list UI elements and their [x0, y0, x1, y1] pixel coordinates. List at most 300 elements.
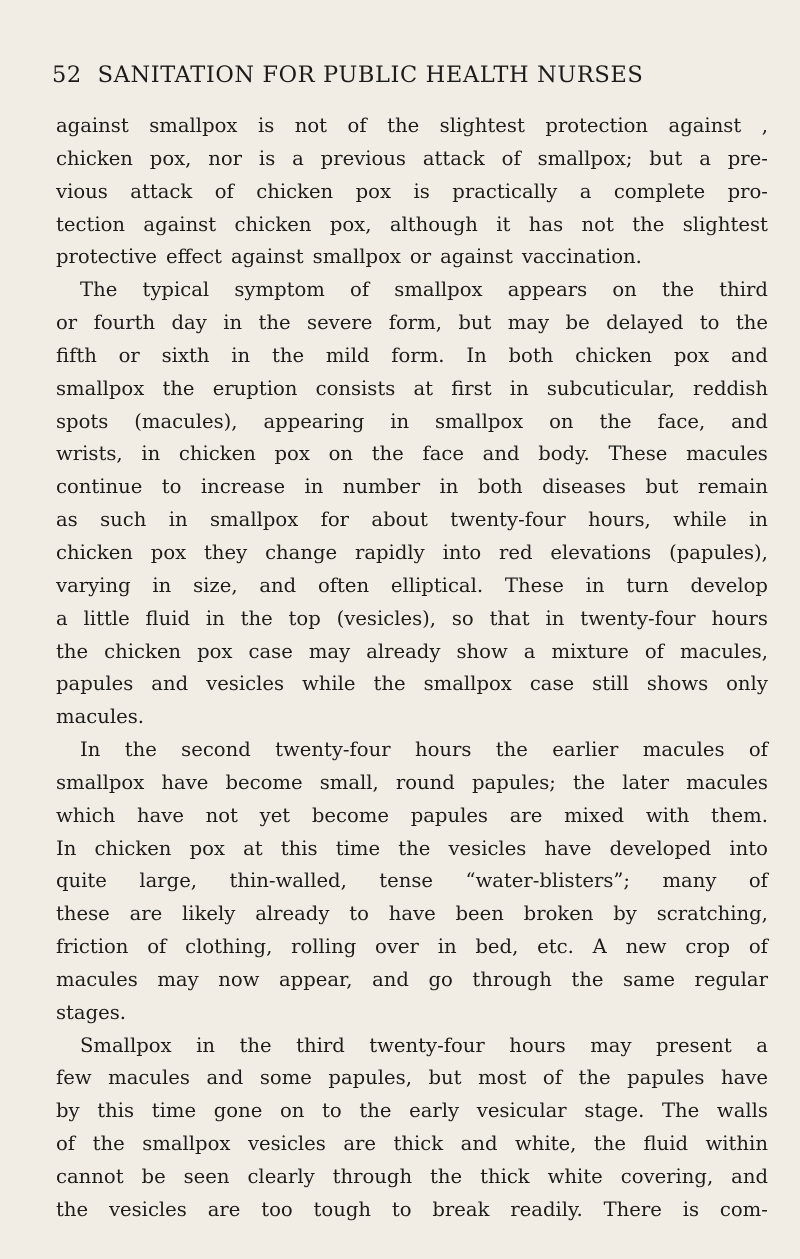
word: in — [205, 606, 225, 630]
word: yet — [259, 803, 291, 827]
word: in — [152, 573, 172, 597]
word: pre- — [727, 146, 768, 170]
text-line — [56, 110, 768, 143]
word: on — [612, 278, 637, 302]
word: fluid — [145, 606, 191, 630]
word: same — [623, 967, 675, 991]
word: the — [359, 1099, 392, 1123]
word: smallpox — [142, 1132, 231, 1156]
word: readily. — [510, 1197, 583, 1221]
word: already — [366, 639, 441, 663]
word: protection — [545, 114, 649, 137]
word: the — [387, 114, 420, 137]
word: to — [322, 1099, 342, 1123]
word: of — [147, 935, 167, 959]
word: through — [332, 1165, 413, 1188]
text-line — [56, 1030, 768, 1063]
word: the — [495, 738, 528, 762]
word: in — [231, 343, 251, 367]
word: may — [507, 311, 550, 335]
word: the — [398, 836, 431, 860]
word: and — [151, 672, 189, 696]
word: in — [437, 935, 457, 959]
word: twenty-four — [275, 738, 391, 762]
word: pox — [274, 442, 310, 466]
word: covering, — [620, 1165, 714, 1188]
word: become — [311, 803, 389, 827]
word: severe — [307, 311, 373, 335]
word: rolling — [291, 935, 357, 959]
word: both — [508, 343, 554, 367]
word: tough — [313, 1197, 371, 1221]
word: There — [603, 1197, 662, 1221]
word: varying — [56, 573, 131, 597]
text-line — [56, 865, 768, 898]
word: a — [579, 179, 592, 203]
word: still — [592, 672, 629, 696]
word: face, — [657, 409, 706, 433]
word: many — [662, 869, 717, 893]
word: have — [136, 803, 184, 827]
word: smallpox — [394, 278, 483, 302]
word: third — [719, 278, 768, 302]
word: chicken — [575, 343, 653, 367]
word: the — [430, 1165, 463, 1188]
word: the — [571, 967, 604, 991]
word: go — [428, 967, 453, 991]
text-line — [56, 1161, 768, 1194]
word: pox, — [329, 212, 372, 236]
text-line — [56, 1128, 768, 1161]
word: not — [294, 114, 328, 137]
word: scratching, — [656, 902, 768, 926]
word: so — [451, 606, 474, 630]
word: appearing — [263, 409, 365, 433]
word: develop — [690, 573, 768, 597]
word: attack — [130, 179, 193, 203]
word: break — [432, 1197, 490, 1221]
word: slightest — [682, 212, 768, 236]
word: in — [168, 508, 188, 532]
word: are — [509, 803, 543, 827]
word: a — [699, 146, 711, 170]
word: have — [544, 836, 592, 860]
word: vious — [56, 179, 108, 203]
word: developed — [609, 836, 712, 860]
word: may — [157, 967, 199, 991]
word: previous — [320, 146, 406, 170]
word: while — [302, 672, 356, 696]
word: and — [482, 442, 520, 466]
word: turn — [626, 573, 669, 597]
word: rapidly — [354, 540, 425, 564]
word: symptom — [234, 278, 325, 302]
word: of — [347, 114, 367, 137]
word: the — [239, 1033, 272, 1057]
text-line — [56, 636, 768, 669]
word: top — [288, 606, 321, 630]
word: vesicular — [476, 1099, 567, 1123]
word: fourth — [93, 311, 156, 335]
text-line — [56, 668, 768, 701]
word: complete — [613, 179, 706, 203]
word: that — [489, 606, 530, 630]
text-line — [56, 767, 768, 800]
word: mixed — [564, 803, 625, 827]
word: the — [632, 212, 665, 236]
word: within — [705, 1132, 768, 1156]
word: tense — [379, 869, 434, 893]
word: consists — [315, 376, 396, 400]
word: slightest — [439, 114, 525, 137]
word: for — [320, 508, 350, 532]
text-line — [56, 964, 768, 997]
text-line — [56, 570, 768, 603]
word: by — [56, 1099, 80, 1123]
word: smallpox — [312, 245, 401, 269]
word: or — [56, 311, 78, 335]
word: macules, — [679, 639, 768, 663]
word: thick — [393, 1132, 444, 1156]
word: only — [726, 672, 768, 696]
word: and — [731, 409, 768, 433]
word: The — [661, 1099, 700, 1123]
word: form, — [388, 311, 442, 335]
word: The — [80, 278, 118, 302]
word: pox — [355, 179, 392, 203]
word: some — [259, 1066, 312, 1090]
word: is — [257, 114, 275, 137]
word: bed, — [475, 935, 519, 959]
word: against — [440, 245, 513, 269]
word: it — [496, 212, 511, 236]
word: is — [413, 179, 430, 203]
word: now — [218, 967, 260, 991]
word: second — [181, 738, 251, 762]
word: twenty-four — [450, 508, 566, 532]
word: time — [151, 1099, 197, 1123]
word: face — [422, 442, 464, 466]
word: smallpox; — [537, 146, 633, 170]
word: chicken — [256, 179, 334, 203]
word: form. — [391, 343, 445, 367]
word: eruption — [212, 376, 298, 400]
word: few — [56, 1066, 92, 1090]
word: walls — [716, 1099, 768, 1123]
word: but — [649, 146, 683, 170]
word: has — [528, 212, 564, 236]
word: Smallpox — [80, 1033, 172, 1057]
word: the — [735, 311, 768, 335]
word: spots — [56, 409, 109, 433]
word: the — [56, 639, 89, 663]
word: (vesicles), — [336, 606, 437, 630]
word: little — [83, 606, 130, 630]
word: wrists, — [56, 442, 123, 466]
word: likely — [182, 902, 236, 926]
text-line — [56, 1062, 768, 1095]
word: against — [668, 114, 742, 137]
word: the — [373, 672, 406, 696]
text-line — [56, 307, 768, 340]
word: regular — [694, 967, 768, 991]
text-line — [56, 537, 768, 570]
word: remain — [697, 475, 768, 499]
text-line — [56, 438, 768, 471]
word: reddish — [693, 376, 768, 400]
word: small, — [319, 770, 379, 794]
word: These — [608, 442, 668, 466]
text-line — [56, 833, 768, 866]
word: A — [592, 935, 607, 959]
word: them. — [711, 803, 768, 827]
word: the — [662, 278, 695, 302]
word: too — [261, 1197, 293, 1221]
word: clearly — [247, 1165, 315, 1188]
word: in — [439, 475, 459, 499]
word: to — [349, 902, 369, 926]
word: practically — [452, 179, 558, 203]
word: on — [279, 1099, 305, 1123]
word: attack — [422, 146, 485, 170]
word: or — [118, 343, 140, 367]
word: of — [644, 639, 664, 663]
word: “water-blisters”; — [465, 869, 631, 893]
word: elevations — [550, 540, 652, 564]
word: while — [673, 508, 727, 532]
word: which — [56, 803, 116, 827]
word: is — [682, 1197, 700, 1221]
word: etc. — [537, 935, 574, 959]
word: early — [409, 1099, 460, 1123]
word: macules — [642, 738, 725, 762]
word: on — [328, 442, 353, 466]
text-line — [56, 701, 768, 734]
word: of — [214, 179, 234, 203]
word: clothing, — [185, 935, 273, 959]
word: pox — [673, 343, 710, 367]
word: change — [265, 540, 338, 564]
word: the — [578, 1066, 611, 1090]
running-head — [52, 56, 752, 94]
word: stage. — [584, 1099, 645, 1123]
word: third — [296, 1033, 345, 1057]
word: a — [523, 639, 536, 663]
word: be — [141, 1165, 166, 1188]
word: become — [225, 770, 303, 794]
word: but — [645, 475, 679, 499]
text-line — [56, 340, 768, 373]
word: fifth — [56, 343, 97, 367]
word: round — [395, 770, 455, 794]
word: in — [196, 1033, 215, 1057]
word: twenty-four — [580, 606, 696, 630]
word: hours — [414, 738, 472, 762]
word: seen — [183, 1165, 230, 1188]
word: in — [304, 475, 324, 499]
word: a — [756, 1033, 768, 1057]
word: (papules), — [669, 540, 768, 564]
word: gone — [213, 1099, 263, 1123]
word: may — [308, 639, 351, 663]
text-line — [56, 504, 768, 537]
word: later — [622, 770, 670, 794]
word: increase — [200, 475, 286, 499]
word: time — [335, 836, 381, 860]
word: of — [748, 935, 768, 959]
word: friction — [56, 935, 129, 959]
text-line — [56, 898, 768, 931]
word: or — [409, 245, 432, 269]
word: at — [413, 376, 434, 400]
word: the — [258, 311, 291, 335]
word: sixth — [161, 343, 210, 367]
word: the — [573, 770, 606, 794]
word: chicken — [56, 540, 133, 564]
word: These — [504, 573, 564, 597]
word: red — [499, 540, 533, 564]
word: of — [501, 146, 521, 170]
word: with — [645, 803, 690, 827]
word: first — [451, 376, 492, 400]
word: In — [80, 738, 101, 762]
word: against — [56, 114, 129, 137]
text-line — [56, 603, 768, 636]
word: papules — [56, 672, 134, 696]
word: to — [391, 1197, 412, 1221]
word: are — [129, 902, 163, 926]
word: already — [255, 902, 330, 926]
word: in — [141, 442, 161, 466]
word: and — [731, 343, 768, 367]
word: (macules), — [134, 409, 238, 433]
word: earlier — [552, 738, 619, 762]
word: vesicles — [108, 1197, 187, 1221]
text-line — [56, 997, 768, 1030]
body-text — [56, 110, 768, 1227]
word: as — [56, 508, 78, 532]
text-line — [56, 209, 768, 242]
word: the — [599, 409, 632, 433]
word: hours, — [588, 508, 651, 532]
word: against — [143, 212, 217, 236]
word: day — [171, 311, 207, 335]
word: the — [162, 376, 195, 400]
word: pox, — [149, 146, 192, 170]
word: at — [243, 836, 263, 860]
word: but — [458, 311, 492, 335]
word: effect — [165, 245, 222, 269]
word: typical — [142, 278, 210, 302]
word: often — [317, 573, 370, 597]
word: they — [204, 540, 248, 564]
word: cannot — [56, 1165, 124, 1188]
word: pox — [189, 836, 225, 860]
word: the — [56, 1197, 89, 1221]
word: pox — [150, 540, 187, 564]
word: macules. — [56, 705, 144, 729]
text-line — [56, 373, 768, 406]
word: and — [731, 1165, 768, 1188]
word: of — [350, 278, 370, 302]
word: vesicles — [206, 672, 285, 696]
word: diseases — [542, 475, 626, 499]
word: in — [749, 508, 768, 532]
word: are — [207, 1197, 241, 1221]
word: elliptical. — [390, 573, 484, 597]
word: chicken — [178, 442, 256, 466]
word: to — [161, 475, 182, 499]
word: of — [56, 1132, 76, 1156]
word: this — [97, 1099, 135, 1123]
word: the — [124, 738, 157, 762]
word: smallpox — [210, 508, 299, 532]
text-line — [56, 1095, 768, 1128]
word: macules — [686, 442, 768, 466]
word: chicken — [104, 639, 182, 663]
word: present — [656, 1033, 732, 1057]
word: chicken — [94, 836, 172, 860]
word: chicken — [234, 212, 312, 236]
word: although — [389, 212, 478, 236]
word: may — [590, 1033, 632, 1057]
word: into — [729, 836, 768, 860]
word: smallpox — [56, 376, 145, 400]
word: protective — [56, 245, 157, 269]
word: mixture — [551, 639, 629, 663]
word: vesicles — [247, 1132, 326, 1156]
word: this — [280, 836, 318, 860]
word: is — [258, 146, 276, 170]
word: case — [248, 639, 293, 663]
word: appears — [507, 278, 588, 302]
word: macules — [686, 770, 768, 794]
word: broken — [523, 902, 594, 926]
word: chicken — [56, 146, 133, 170]
word: but — [428, 1066, 462, 1090]
text-line — [56, 800, 768, 833]
word: white, — [515, 1132, 577, 1156]
word: in — [509, 376, 529, 400]
word: a — [56, 606, 68, 630]
word: large, — [139, 869, 198, 893]
word: through — [472, 967, 552, 991]
word: size, — [193, 573, 238, 597]
word: stages. — [56, 1000, 127, 1024]
word: and — [372, 967, 409, 991]
word: of — [748, 738, 768, 762]
word: not — [581, 212, 614, 236]
word: in — [585, 573, 605, 597]
word: most — [478, 1066, 527, 1090]
word: the — [240, 606, 273, 630]
word: and — [259, 573, 297, 597]
text-line — [56, 406, 768, 439]
word: crop — [685, 935, 731, 959]
word: to — [699, 311, 720, 335]
word: not — [205, 803, 238, 827]
word: are — [343, 1132, 377, 1156]
word: over — [375, 935, 419, 959]
word: hours — [711, 606, 768, 630]
text-line — [56, 471, 768, 504]
word: body. — [538, 442, 590, 466]
word: smallpox — [56, 770, 145, 794]
word: have — [161, 770, 209, 794]
word: against — [230, 245, 304, 269]
word: , — [761, 114, 768, 137]
word: fluid — [643, 1132, 688, 1156]
